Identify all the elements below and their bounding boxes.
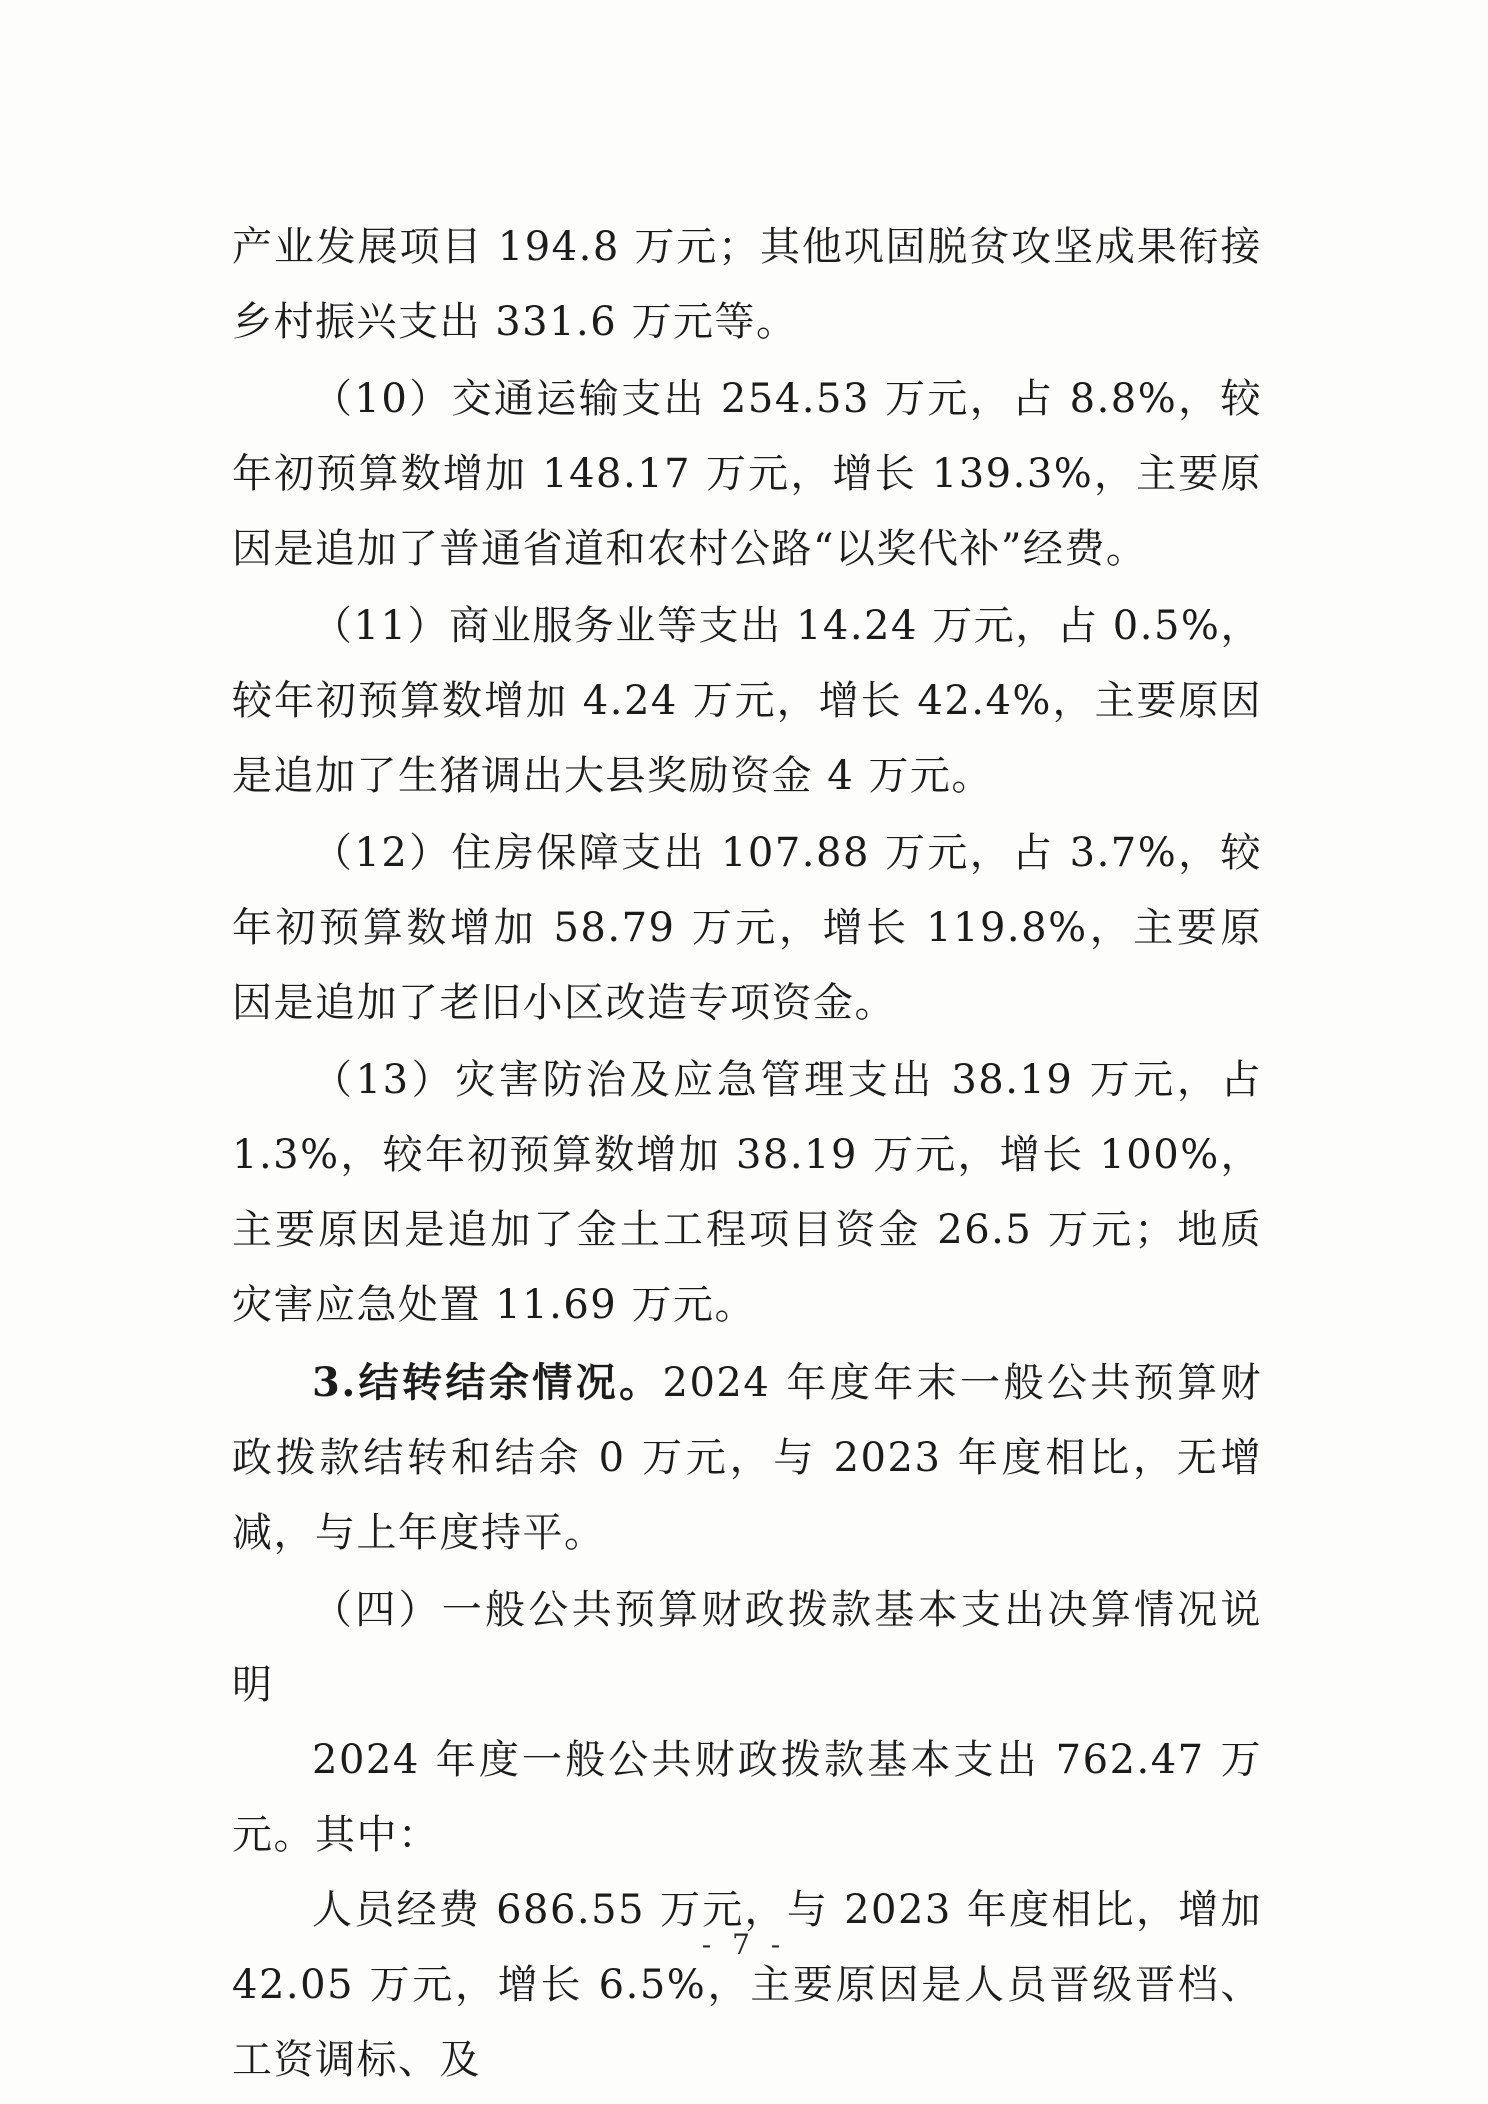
- carryover-heading: 3.结转结余情况。: [312, 1359, 663, 1406]
- paragraph-disaster-expenditure: （13）灾害防治及应急管理支出 38.19 万元，占 1.3%，较年初预算数增加 38.19 万元，增长 100%，主要原因是追加了金土工程项目资金 26.5 万元；地质灾害应急处置 11.69 万元。: [232, 1057, 1262, 1328]
- paragraph-housing-expenditure: （12）住房保障支出 107.88 万元，占 3.7%，较年初预算数增加 58.79 万元，增长 119.8%，主要原因是追加了老旧小区改造专项资金。: [232, 830, 1262, 1026]
- paragraph-transport-expenditure: （10）交通运输支出 254.53 万元，占 8.8%，较年初预算数增加 148.17 万元，增长 139.3%，主要原因是追加了普通省道和农村公路“以奖代补”经费。: [232, 376, 1262, 572]
- section-heading-basic-expenditure: （四）一般公共预算财政拨款基本支出决算情况说明: [232, 1587, 1262, 1708]
- paragraph-commerce-expenditure: （11）商业服务业等支出 14.24 万元，占 0.5%，较年初预算数增加 4.24 万元，增长 42.4%，主要原因是追加了生猪调出大县奖励资金 4 万元。: [232, 603, 1262, 799]
- paragraph-carryover-balance: [232, 1345, 1262, 1571]
- paragraph-rural-revitalization: 产业发展项目 194.8 万元；其他巩固脱贫攻坚成果衔接乡村振兴支出 331.6 万元等。: [232, 224, 1262, 345]
- carryover-text: 2024 年度年末一般公共预算财政拨款结转和结余 0 万元，与 2023 年度相比，无增减，与上年度持平。: [232, 1360, 1262, 1556]
- page-number: - 7 -: [701, 1928, 787, 1961]
- document-body: [232, 210, 1262, 2098]
- paragraph-basic-expenditure-total: 2024 年度一般公共财政拨款基本支出 762.47 万元。其中：: [232, 1737, 1262, 1858]
- paragraph-personnel-expenses: 人员经费 686.55 万元，与 2023 年度相比，增加 42.05 万元，增长 6.5%，主要原因是人员晋级晋档、工资调标、及: [232, 1887, 1262, 2083]
